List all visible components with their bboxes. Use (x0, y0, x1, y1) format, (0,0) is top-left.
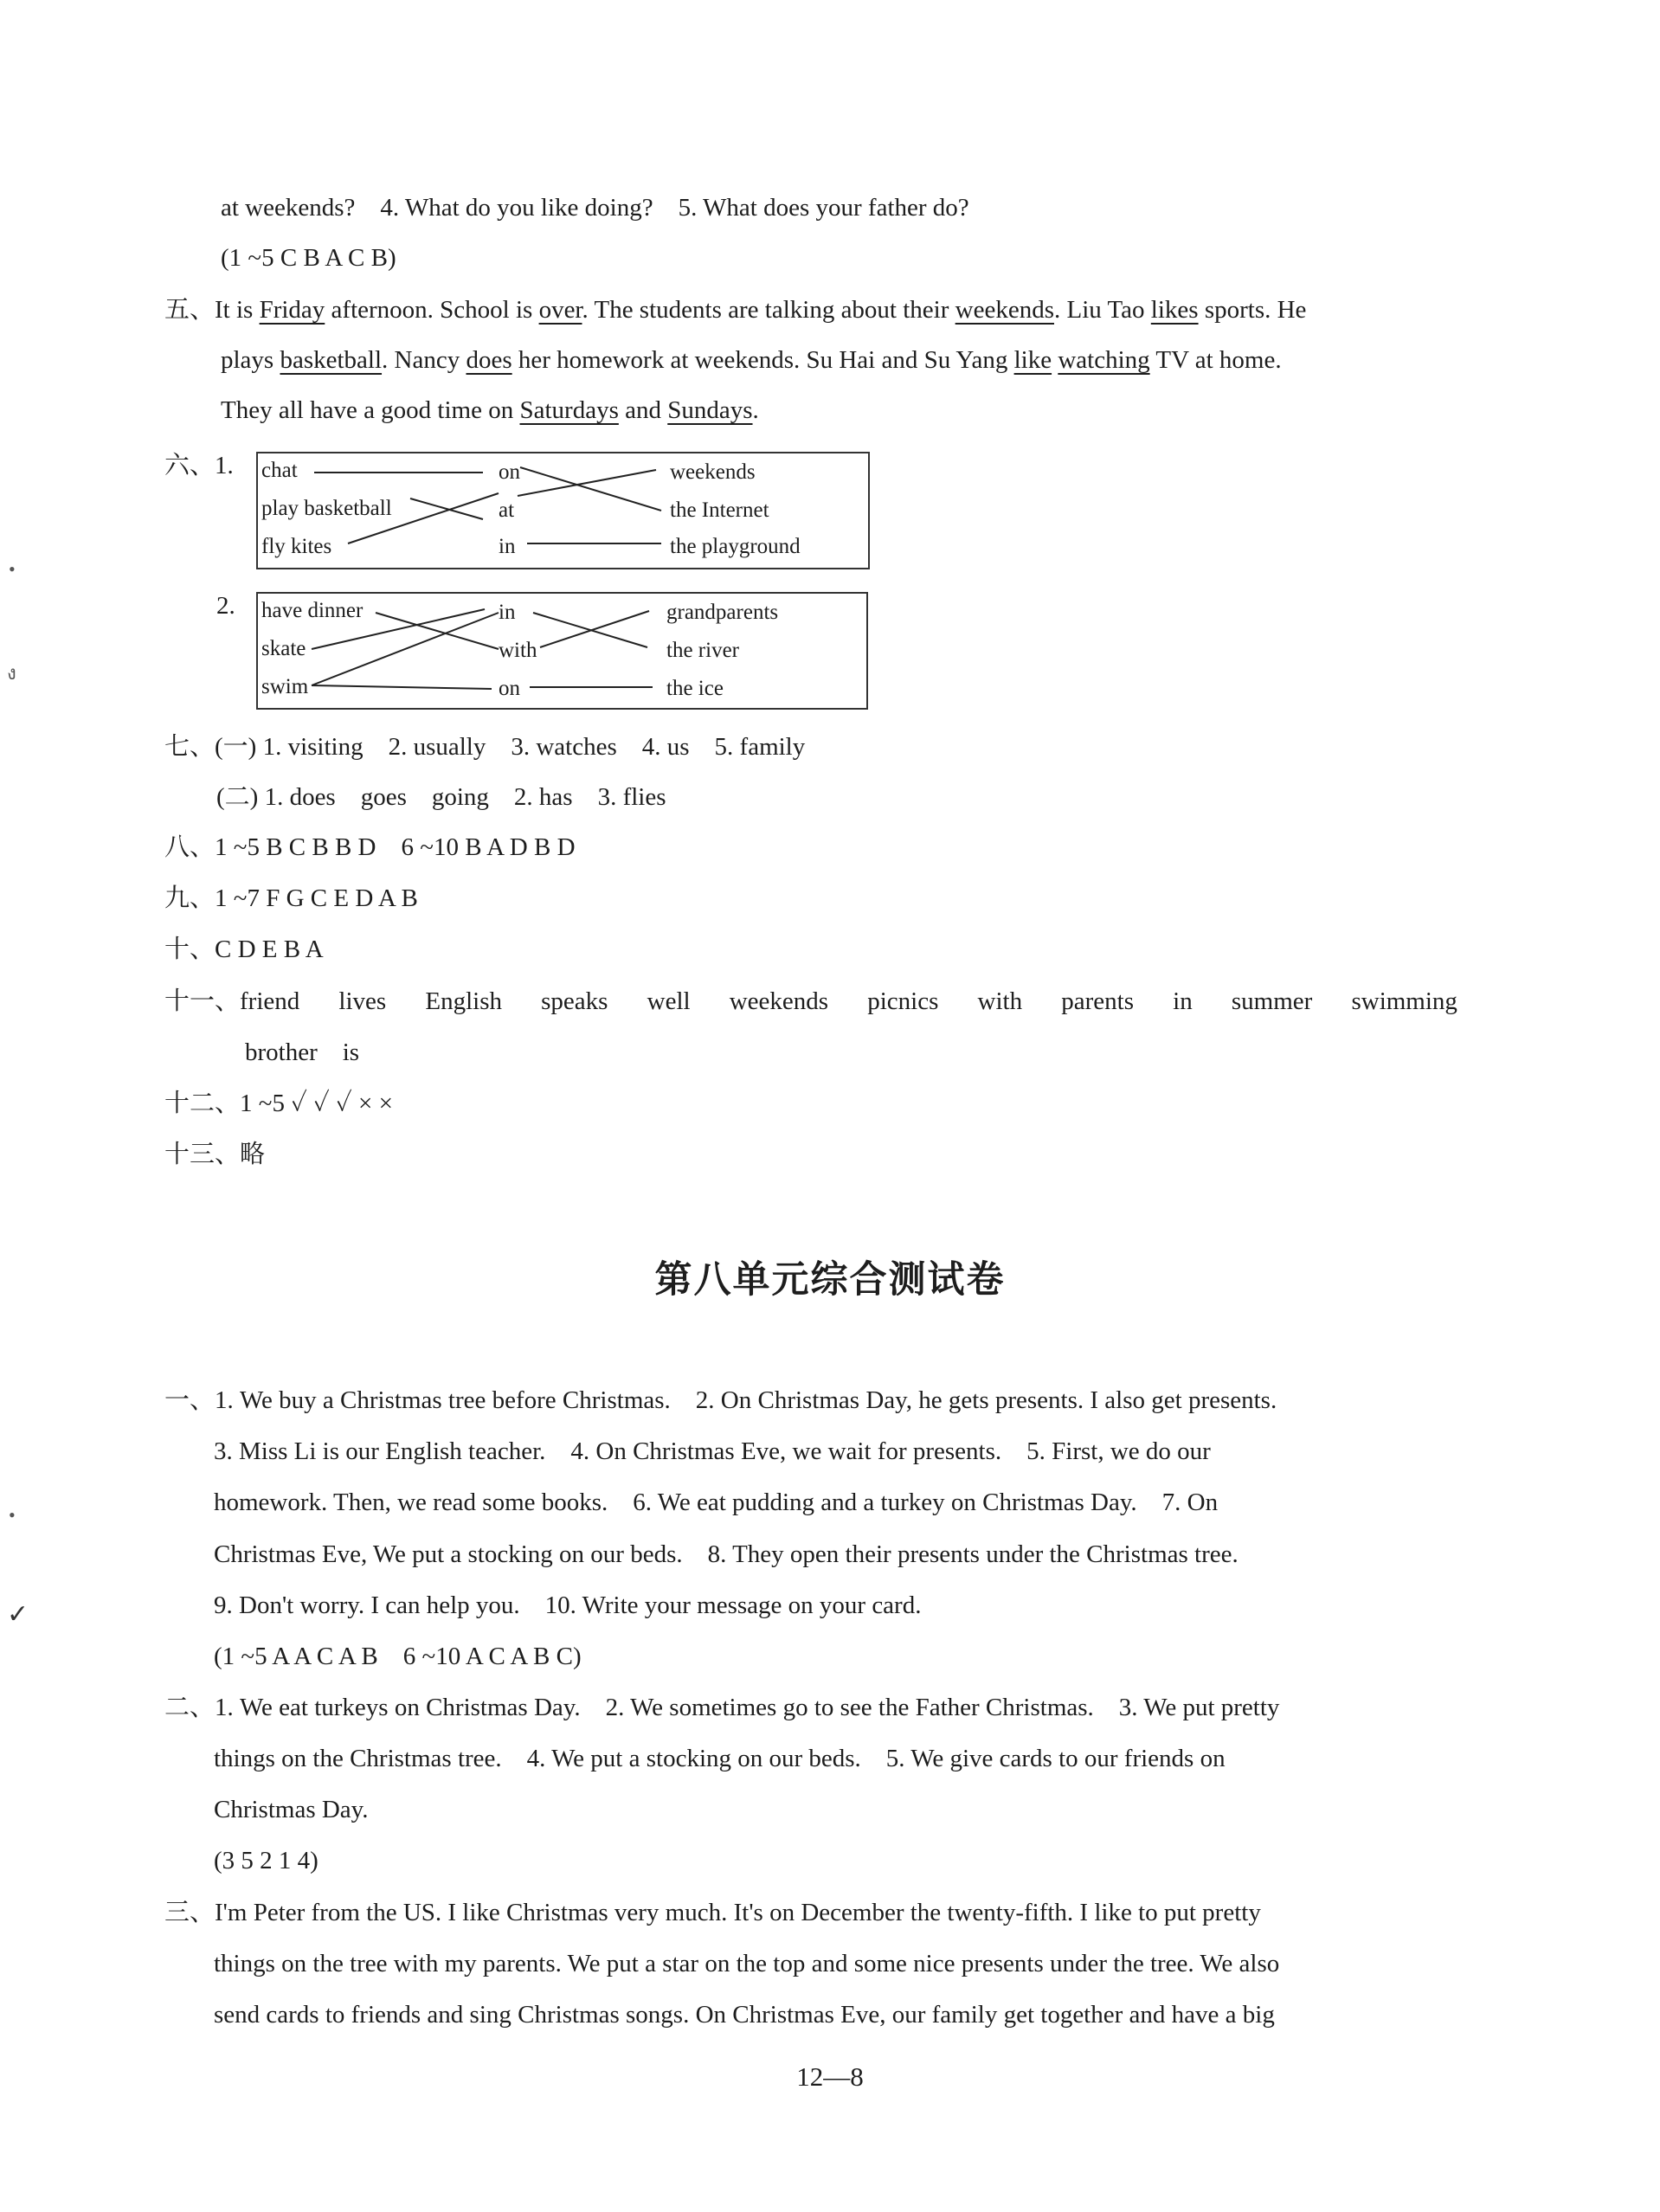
match1-mid-0: on (499, 460, 520, 484)
section-8-answers: 八、1 ~5 B C B B D 6 ~10 B A D B D (164, 833, 576, 861)
match1-left-2: fly kites (261, 535, 332, 558)
section-11-line-1 (164, 984, 1457, 1019)
blank-answer: over (538, 296, 582, 324)
margin-mark: • (9, 1504, 16, 1526)
answer-word: picnics (867, 987, 939, 1015)
prev-answer-line: at weekends? 4. What do you like doing? 5. What does your father do? (221, 194, 969, 222)
margin-mark: • (9, 558, 16, 580)
section-11-line-2: brother is (245, 1038, 360, 1066)
section-11-label: 十一、 (164, 987, 241, 1015)
part-1-line-3: homework. Then, we read some books. 6. We eat pudding and a turkey on Christmas Day. 7. On (214, 1489, 1219, 1516)
answer-word: parents (1061, 987, 1134, 1015)
match2-left-0: have dinner (261, 599, 364, 622)
answer-word: summer (1231, 987, 1313, 1015)
match2-right-0: grandparents (666, 601, 779, 624)
margin-mark: ✓ (7, 1600, 29, 1629)
section-12-answers: 十二、1 ~5 ✓ ✓ ✓ × × (164, 1090, 394, 1117)
part-1-line-5: 9. Don't worry. I can help you. 10. Write your message on your card. (214, 1591, 922, 1619)
answer-word: speaks (541, 987, 608, 1015)
blank-answer: likes (1150, 296, 1199, 324)
answer-word: in (1173, 987, 1193, 1015)
blank-answer: like (1013, 346, 1052, 374)
answer-word: with (977, 987, 1023, 1015)
matching-box-1 (256, 452, 870, 569)
answer-word: swimming (1351, 987, 1457, 1015)
match2-left-1: skate (261, 637, 306, 660)
part-1-line-4: Christmas Eve, We put a stocking on our beds. 8. They open their presents under the Christmas tree. (214, 1540, 1239, 1568)
part-1-answer-key: (1 ~5 A A C A B 6 ~10 A C A B C) (214, 1643, 582, 1670)
answer-word: lives (338, 987, 387, 1015)
section-7-part-1: 七、(一) 1. visiting 2. usually 3. watches 4. us 5. family (164, 733, 806, 761)
section-10-answers: 十、C D E B A (164, 936, 324, 963)
match2-right-2: the ice (666, 677, 724, 700)
match2-left-2: swim (261, 675, 309, 698)
part-3-line-1: 三、I'm Peter from the US. I like Christmas very much. It's on December the twenty-fifth. I like to put pretty (164, 1899, 1261, 1926)
blank-answer: Saturdays (519, 396, 619, 424)
part-1-line-2: 3. Miss Li is our English teacher. 4. On Christmas Eve, we wait for presents. 5. First, we do our (214, 1437, 1211, 1465)
match1-left-0: chat (261, 459, 298, 482)
match2-right-1: the river (666, 639, 739, 662)
section-6-label: 六、1. (164, 452, 234, 479)
section-5-line-3: They all have a good time on Saturdays and Sundays. (221, 396, 759, 424)
unit-8-title: 第八单元综合测试卷 (654, 1258, 1006, 1302)
part-3-line-3: send cards to friends and sing Christmas songs. On Christmas Eve, our family get together and have a big (214, 2001, 1275, 2029)
section-7-part-2: (二) 1. does goes going 2. has 3. flies (216, 783, 666, 811)
blank-answer: does (466, 346, 512, 374)
answer-word: friend (240, 987, 300, 1015)
answer-word: well (647, 987, 691, 1015)
section-6-label-2: 2. (216, 592, 235, 620)
match2-mid-0: in (499, 601, 516, 624)
section-5-line-2: plays basketball. Nancy does her homework at weekends. Su Hai and Su Yang like watching TV at home. (221, 346, 1282, 374)
blank-answer: Sundays (667, 396, 753, 424)
match1-mid-2: in (499, 535, 516, 558)
match1-mid-1: at (499, 498, 515, 522)
part-1-line-1: 一、1. We buy a Christmas tree before Christmas. 2. On Christmas Day, he gets presents. I also get presents. (164, 1386, 1277, 1414)
blank-answer: weekends (955, 296, 1054, 324)
matching-box-2 (256, 592, 868, 710)
page-number: 12—8 (796, 2061, 864, 2092)
section-13-answers: 十三、略 (164, 1141, 266, 1168)
part-2-line-2: things on the Christmas tree. 4. We put a stocking on our beds. 5. We give cards to our friends on (214, 1745, 1226, 1772)
part-2-line-3: Christmas Day. (214, 1796, 369, 1823)
section-9-answers: 九、1 ~7 F G C E D A B (164, 884, 418, 912)
match2-mid-1: with (499, 639, 537, 662)
part-2-answer-key: (3 5 2 1 4) (214, 1847, 318, 1874)
margin-mark: ง (7, 662, 16, 684)
match2-mid-2: on (499, 677, 520, 700)
blank-answer: watching (1058, 346, 1150, 374)
match1-right-2: the playground (670, 535, 801, 558)
match1-right-0: weekends (670, 460, 756, 484)
blank-answer: Friday (259, 296, 325, 324)
answer-word: English (425, 987, 502, 1015)
match1-left-1: play basketball (261, 497, 392, 520)
part-2-line-1: 二、1. We eat turkeys on Christmas Day. 2. We sometimes go to see the Father Christmas. 3. We put pretty (164, 1694, 1280, 1721)
section-5-line-1: 五、 It is Friday afternoon. School is over. The students are talking about their weekends. Liu Tao likes sports. He (164, 293, 1485, 327)
answer-word: weekends (729, 987, 829, 1015)
section-5-label: 五、 (164, 296, 216, 324)
part-3-line-2: things on the tree with my parents. We put a star on the top and some nice presents under the tree. We also (214, 1950, 1280, 1977)
match1-right-1: the Internet (670, 498, 769, 522)
prev-answer-key: (1 ~5 C B A C B) (221, 244, 396, 272)
blank-answer: basketball (280, 346, 383, 374)
